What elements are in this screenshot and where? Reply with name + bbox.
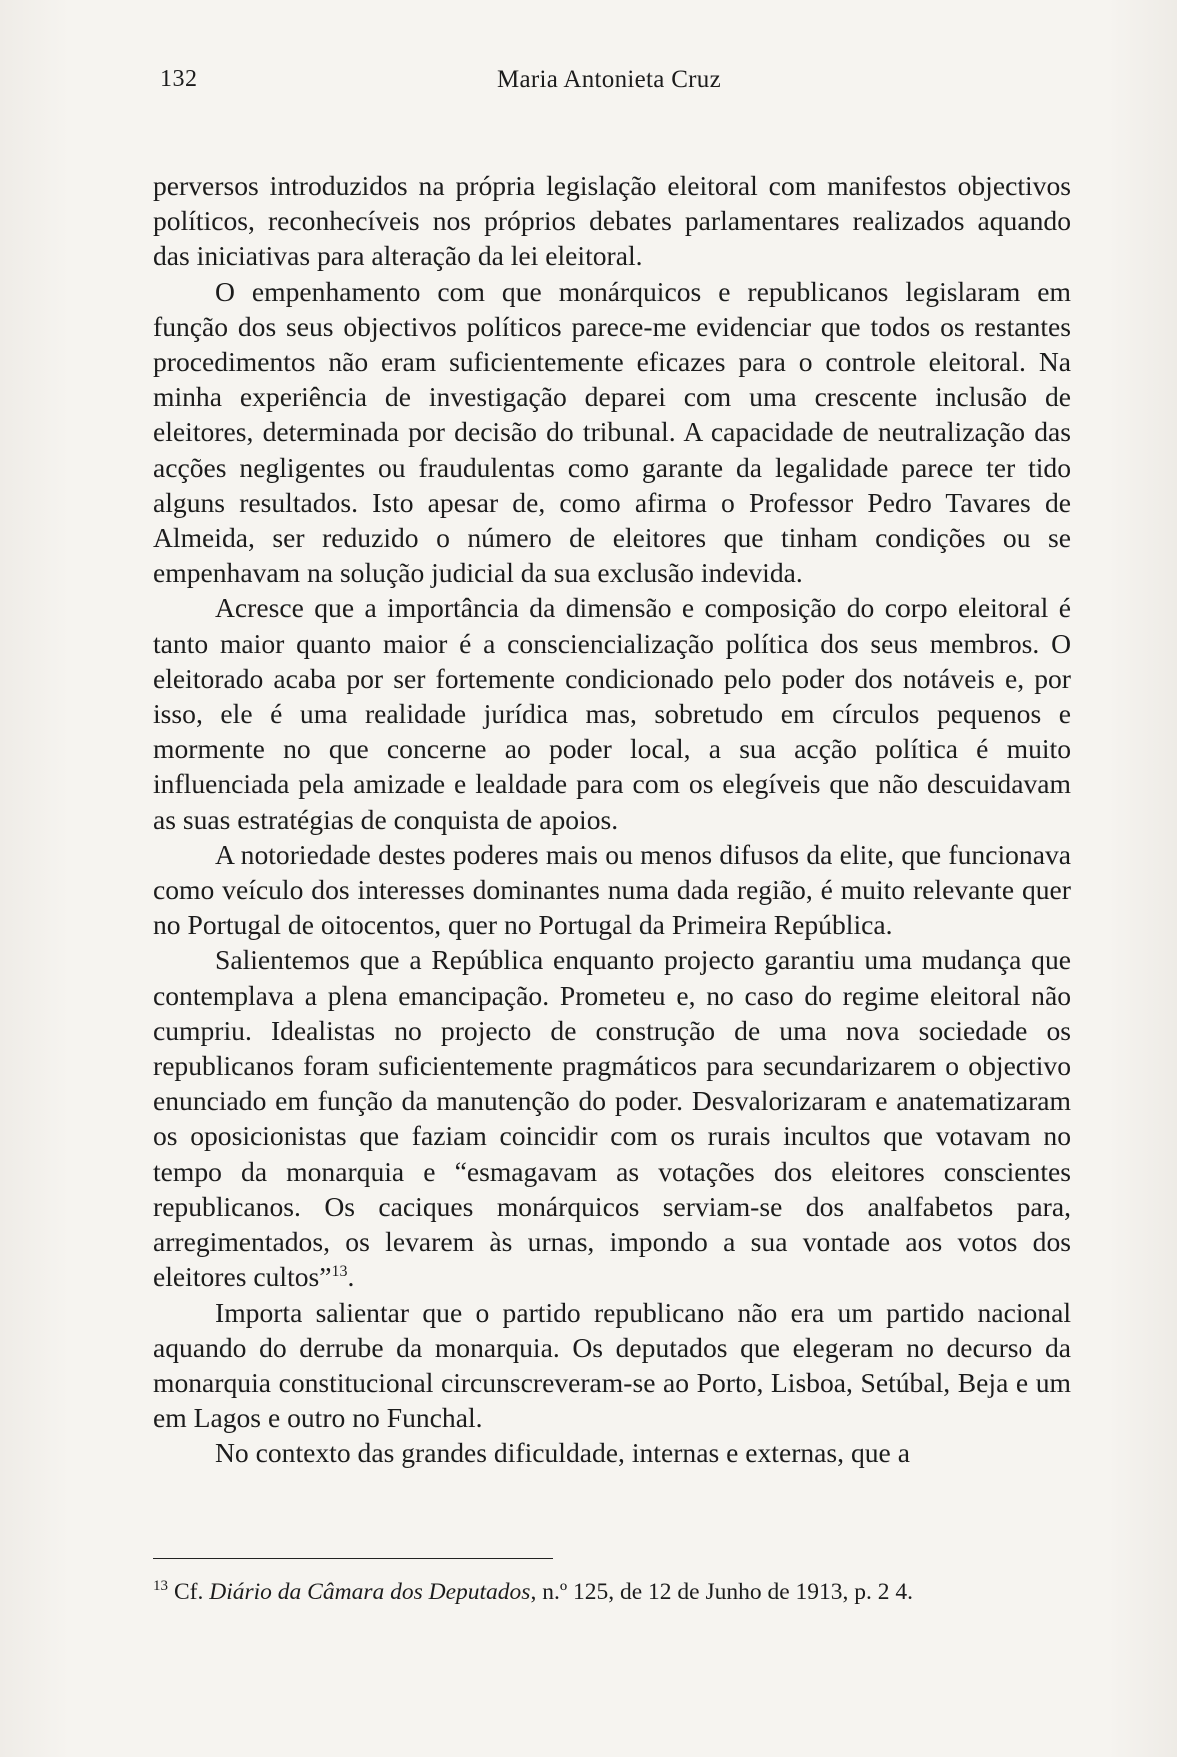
body-text xyxy=(153,168,1071,1471)
paragraph-5-text: Salientemos que a República enquanto projecto garantiu uma mudança que contemplava a plena emancipação. Prometeu e, no caso do regime eleitoral não cumpriu. Idealistas no projecto de construção de uma nova sociedade os republicanos foram suficientemente pragmáticos para secundarizarem o objectivo enunciado em função da manutenção do poder. Desvalorizaram e anatematizaram os oposicionistas que faziam coincidir com os rurais incultos que votavam no tempo da monarquia e “esmagavam as votações dos eleitores conscientes republicanos. Os caciques monárquicos serviam-se dos analfabetos para, arregimentados, os levarem às urnas, impondo a sua vontade aos votos dos eleitores cultos” xyxy=(153,944,1071,1293)
page-number: 132 xyxy=(160,66,198,92)
footnote-reference-13[interactable]: 13 xyxy=(331,1263,348,1281)
paragraph-5 xyxy=(153,942,1071,1294)
running-head-author: Maria Antonieta Cruz xyxy=(497,66,721,93)
paragraph-5-end: . xyxy=(347,1261,355,1293)
paragraph-4: A notoriedade destes poderes mais ou menos difusos da elite, que funcionava como veículo dos interesses dominantes numa dada região, é muito relevante quer no Portugal de oitocentos, quer no Portugal da Primeira República. xyxy=(153,838,1071,941)
page-header xyxy=(160,66,1100,102)
paragraph-1: perversos introduzidos na própria legislação eleitoral com manifestos objectivos políticos, reconhecíveis nos próprios debates parlamentares realizados aquando das iniciativas para alteração da lei eleitoral. xyxy=(153,170,1071,272)
footnote-details: , n.º 125, de 12 de Junho de 1913, p. 2 4. xyxy=(530,1579,914,1605)
paragraph-6: Importa salientar que o partido republicano não era um partido nacional aquando do derrube da monarquia. Os deputados que elegeram no decurso da monarquia constitucional circunscreveram-se ao Porto, Lisboa, Setúbal, Beja e um em Lagos e outro no Funchal. xyxy=(153,1296,1071,1434)
footnote-number: 13 xyxy=(153,1578,168,1595)
paragraph-3: Acresce que a importância da dimensão e composição do corpo eleitoral é tanto maior quanto maior é a consciencialização política dos seus membros. O eleitorado acaba por ser fortemente condicionado pelo poder dos notáveis e, por isso, ele é uma realidade jurídica mas, sobretudo em círculos pequenos e mormente no que concerne ao poder local, a sua acção política é muito influenciada pela amizade e lealdade para com os elegíveis que não descuidavam as suas estratégias de conquista de apoios. xyxy=(153,592,1071,835)
footnote-prefix: Cf. xyxy=(174,1579,204,1605)
paragraph-2: O empenhamento com que monárquicos e republicanos legislaram em função dos seus objectivos políticos parece-me evidenciar que todos os restantes procedimentos não eram suficientemente eficazes para o controle eleitoral. Na minha experiência de investigação deparei com uma crescente inclusão de eleitores, determinada por decisão do tribunal. A capacidade de neutralização das acções negligentes ou fraudulentas como garante da legalidade parece ter tido alguns resultados. Isto apesar de, como afirma o Professor Pedro Tavares de Almeida, ser reduzido o número de eleitores que tinham condições ou se empenhavam na solução judicial da sua exclusão indevida. xyxy=(153,275,1071,589)
footnote-divider xyxy=(153,1558,553,1559)
footnote-13 xyxy=(153,1577,1071,1607)
paragraph-7: No contexto das grandes dificuldade, internas e externas, que a xyxy=(215,1437,910,1469)
footnote-source-title: Diário da Câmara dos Deputados xyxy=(209,1579,531,1605)
